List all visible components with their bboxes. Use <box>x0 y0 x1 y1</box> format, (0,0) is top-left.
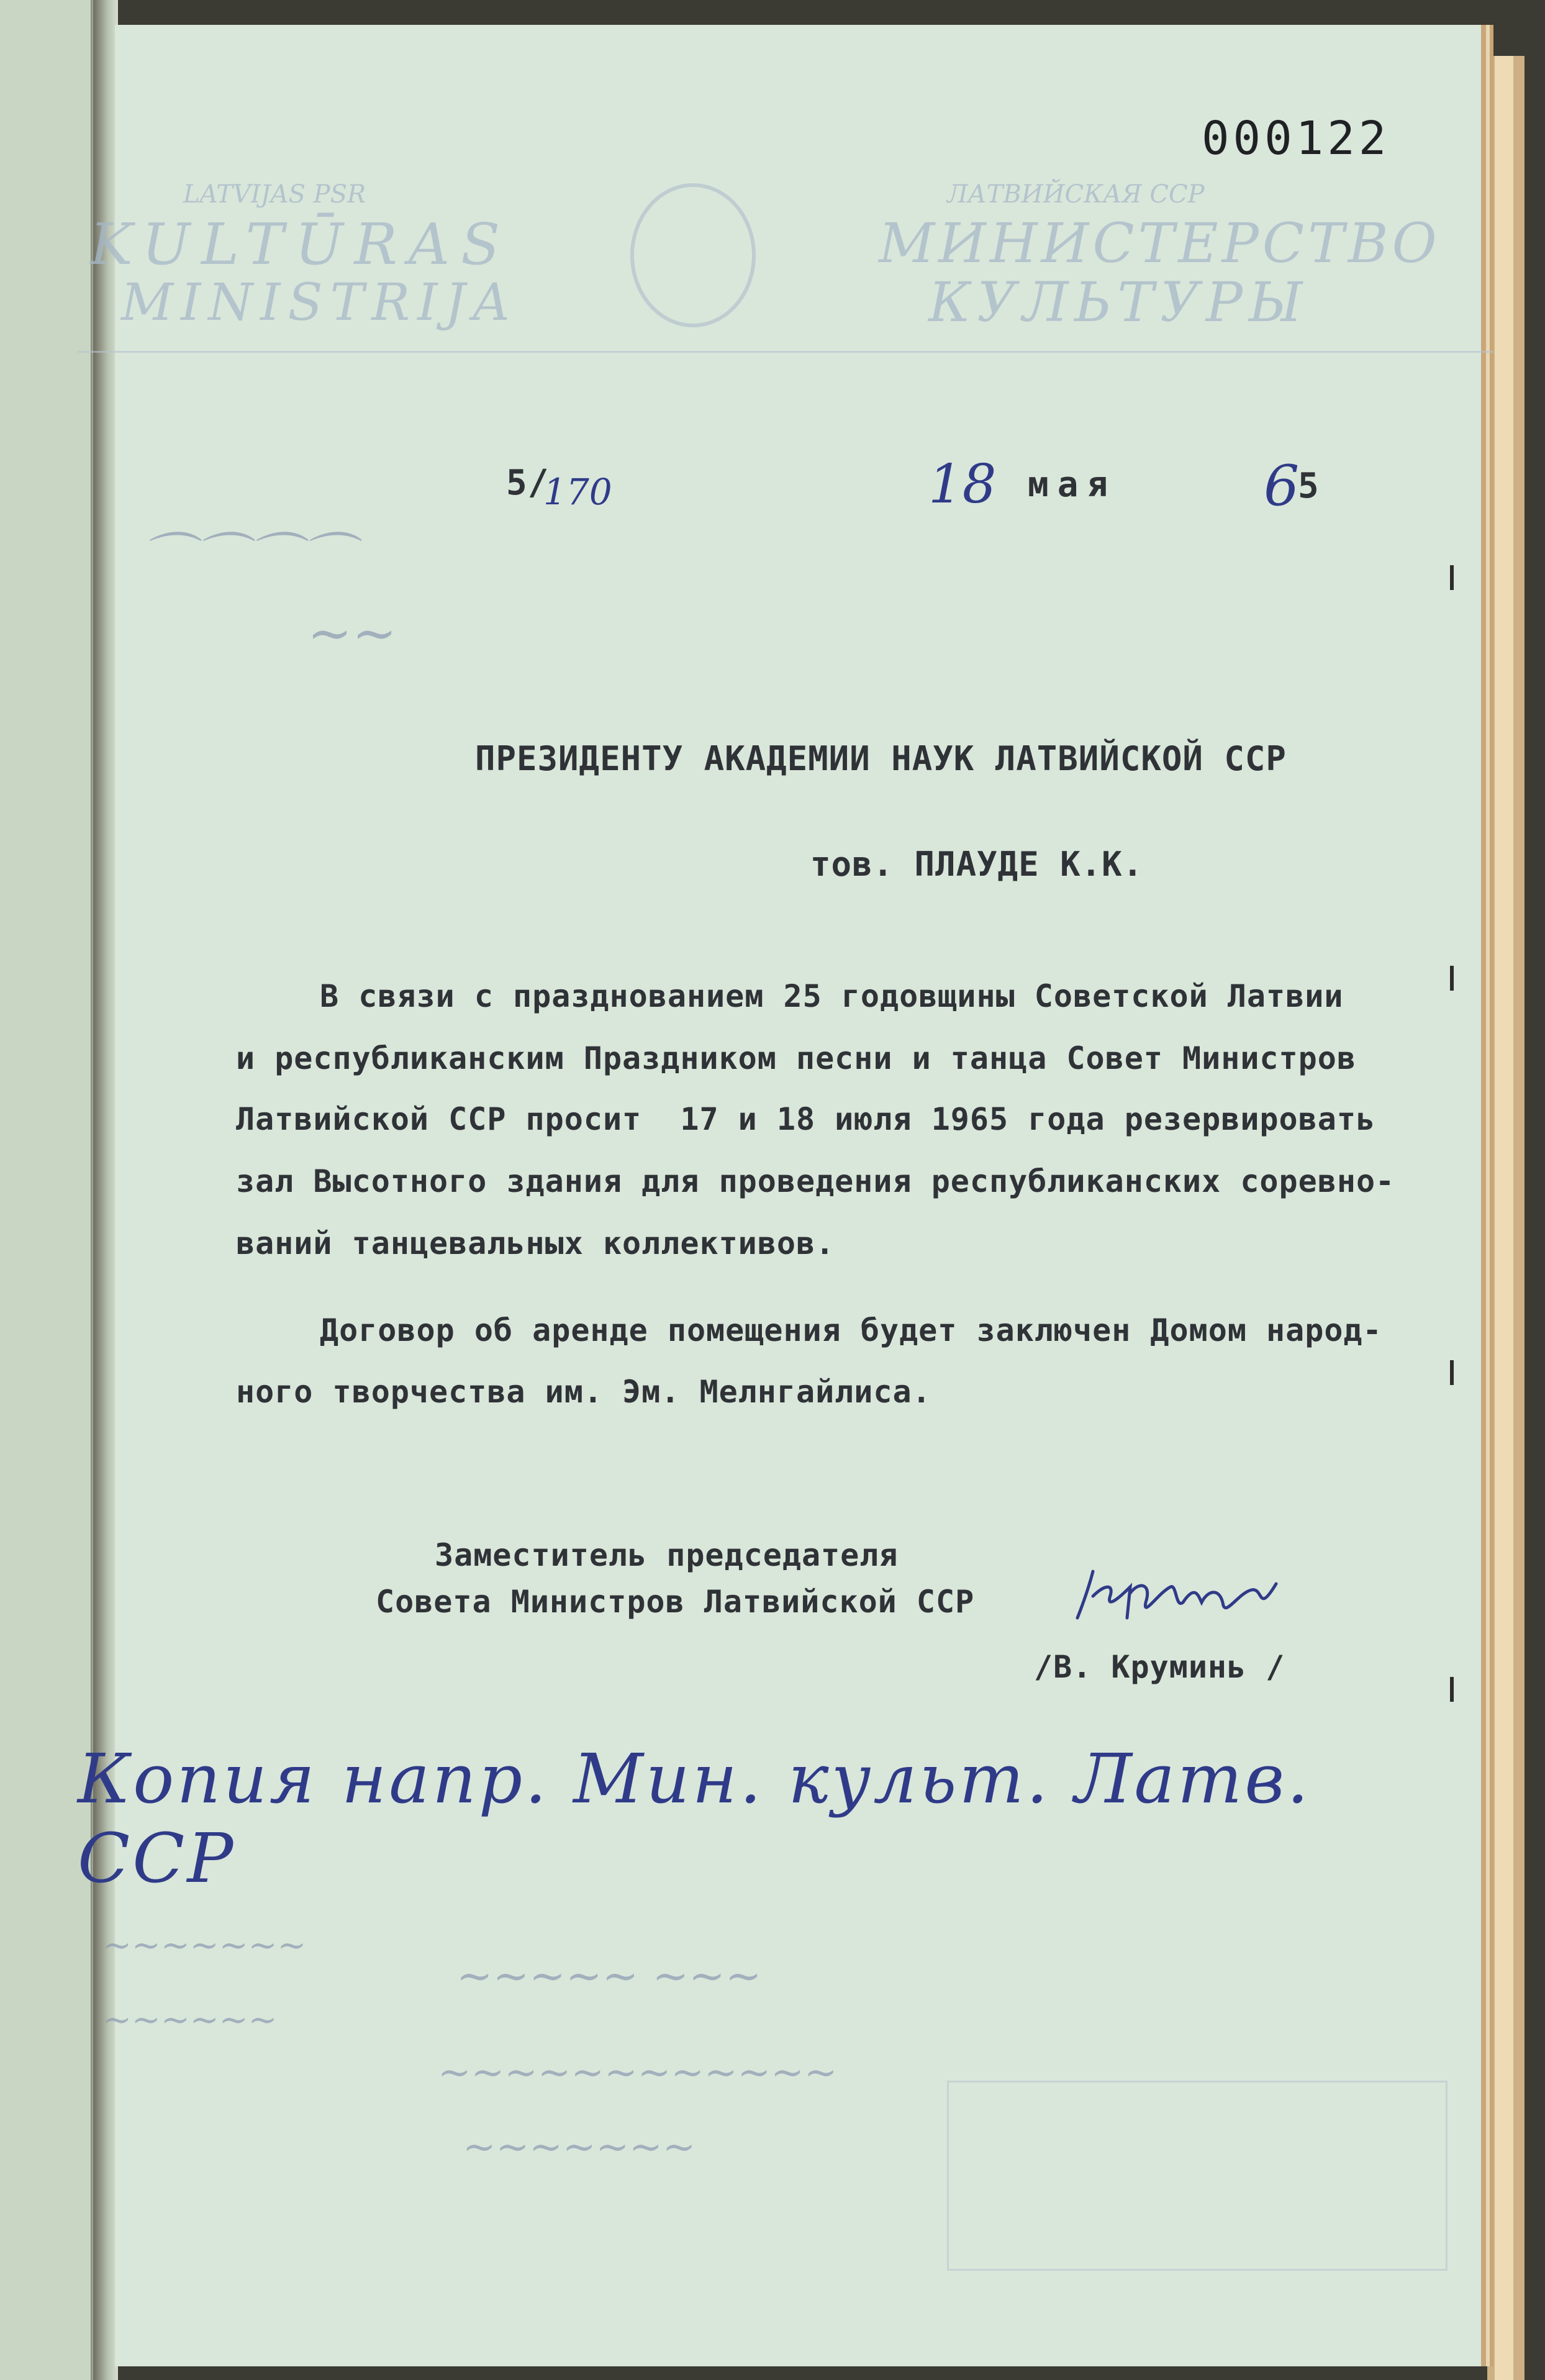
date-month: мая <box>1028 465 1117 505</box>
handwritten-copy-note: Копия напр. Мин. культ. Латв. ССР <box>78 1739 1312 1898</box>
date-year-typed: 5 <box>1298 466 1320 506</box>
body-line-2: и республиканским Праздником песни и танца Совет Министров <box>236 1040 1356 1076</box>
bleed-handwriting-2: ~~~~~~~~~~~~ <box>438 2050 838 2096</box>
outgoing-number-prefix: 5/ <box>506 463 550 503</box>
body-line-7: ного творчества им. Эм. Мелнгайлиса. <box>236 1374 931 1410</box>
margin-pencil-mark: ~~ <box>307 602 397 665</box>
addressee-title: ПРЕЗИДЕНТУ АКАДЕМИИ НАУК ЛАТВИЙСКОЙ ССР <box>475 739 1287 778</box>
bleed-handwriting-5: ~~~~~~ <box>102 2000 278 2040</box>
handwritten-signature <box>1071 1559 1295 1640</box>
margin-mark <box>1450 966 1454 991</box>
bleed-stamp-box <box>947 2081 1448 2271</box>
date-day-handwritten: 18 <box>928 453 997 516</box>
bleed-handwriting-3: ~~~~~~~ <box>463 2124 696 2170</box>
letterhead-rule <box>78 351 1493 353</box>
letterhead-right-line3: КУЛЬТУРЫ <box>928 270 1309 334</box>
margin-pencil-note: ⌒⌒⌒⌒ <box>140 528 353 590</box>
date-year-handwritten: 6 <box>1264 453 1300 519</box>
margin-mark <box>1450 1677 1454 1702</box>
signatory-title-line2: Совета Министров Латвийской ССР <box>376 1584 975 1620</box>
adjacent-page-edge <box>0 0 95 2380</box>
letterhead-left-line3: MINISTRIJA <box>121 273 517 332</box>
document-sheet <box>78 25 1481 2366</box>
coat-of-arms-emblem <box>630 183 756 327</box>
margin-mark <box>1450 1360 1454 1385</box>
signatory-title-line1: Заместитель председателя <box>435 1537 899 1573</box>
bleed-handwriting-4: ~~~~~~~ <box>102 1925 307 1966</box>
body-line-4: зал Высотного здания для проведения республиканских соревно- <box>236 1163 1395 1199</box>
body-line-6: Договор об аренде помещения будет заключен Домом народ- <box>320 1312 1382 1348</box>
addressee-name: тов. ПЛАУДЕ К.К. <box>810 845 1144 884</box>
body-line-3: Латвийской ССР просит 17 и 18 июля 1965 года резервировать <box>236 1101 1376 1137</box>
letterhead-right-line2: МИНИСТЕРСТВО <box>879 211 1441 275</box>
body-line-5: ваний танцевальных коллективов. <box>236 1225 835 1261</box>
margin-mark <box>1450 565 1454 590</box>
letterhead-left-line1: LATVIJAS PSR <box>183 180 366 209</box>
page-stack-edge <box>1487 56 1525 2380</box>
bleed-handwriting-1: ~~~~~ ~~~ <box>456 1950 762 2001</box>
signatory-name: /В. Круминь / <box>1034 1649 1285 1685</box>
archive-number: 000122 <box>1202 112 1390 165</box>
letterhead-right-line1: ЛАТВИЙСКАЯ ССР <box>947 180 1205 209</box>
outgoing-number-handwritten: 170 <box>543 471 612 513</box>
body-line-1: В связи с празднованием 25 годовщины Советской Латвии <box>320 978 1344 1014</box>
letterhead-left-line2: KULTŪRAS <box>90 211 512 278</box>
